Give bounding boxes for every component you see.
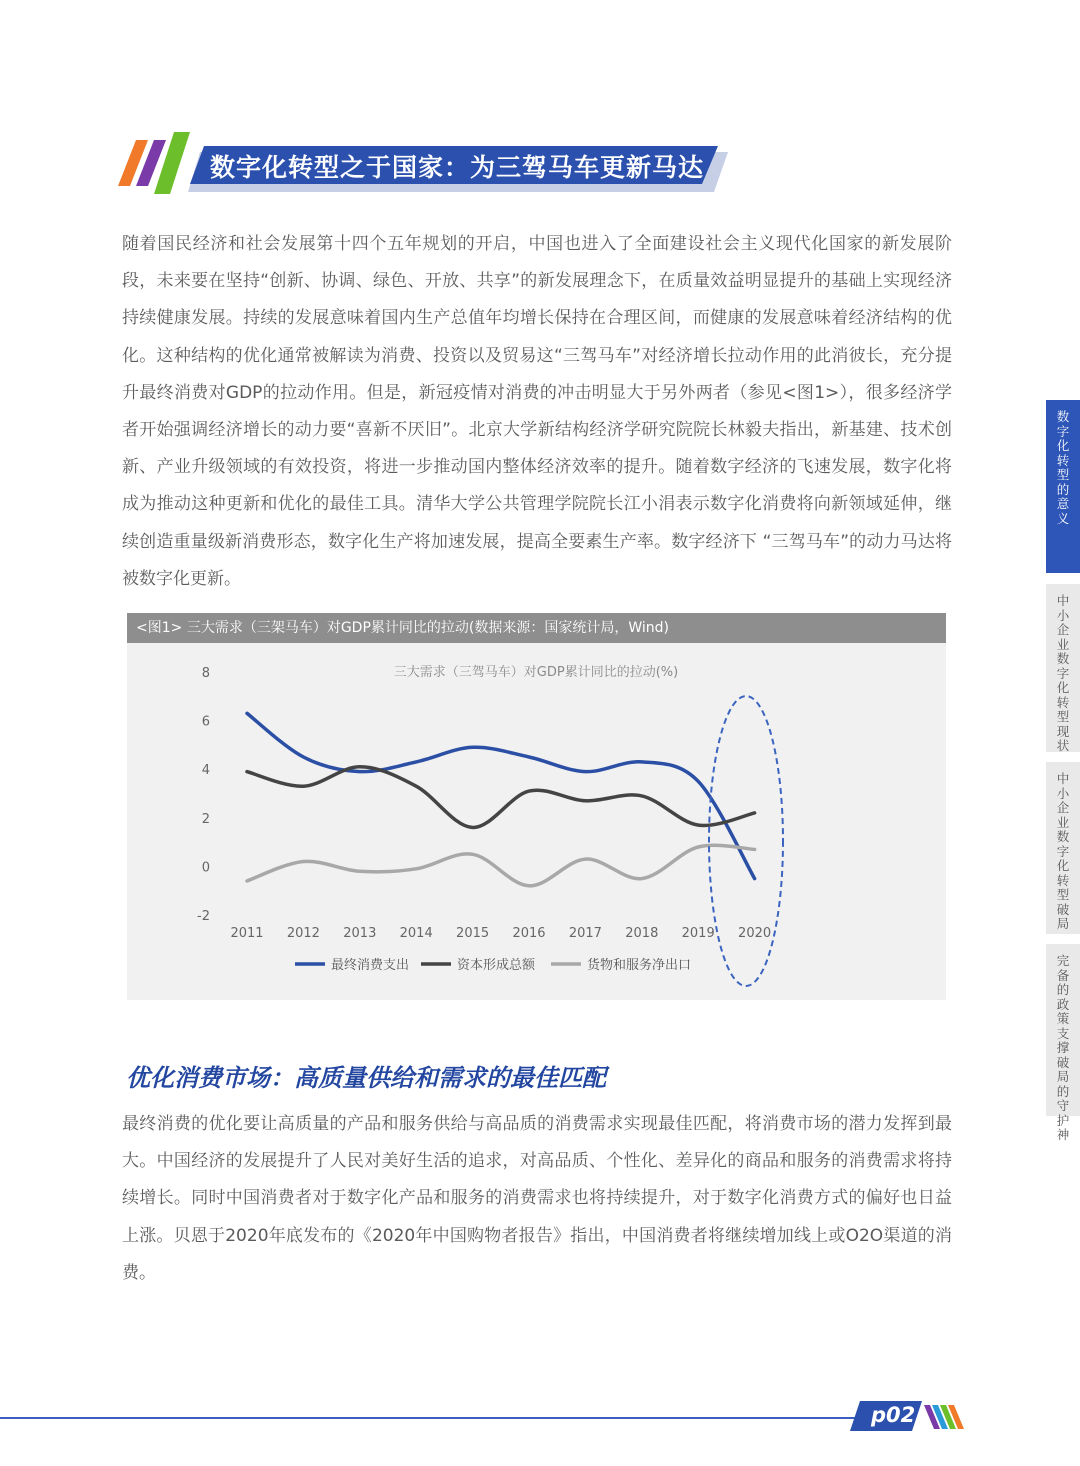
footer-line <box>0 1417 870 1419</box>
side-tab-label: 完备的政策支撑 破局的守护神 <box>1056 953 1070 1142</box>
figure-1 <box>127 613 946 1000</box>
y-tick-label: 0 <box>201 860 210 876</box>
x-tick-label: 2019 <box>681 926 715 941</box>
x-tick-label: 2015 <box>456 926 490 941</box>
side-tab-label: 数字化转型的意义 <box>1056 409 1070 526</box>
x-tick-label: 2011 <box>230 926 264 941</box>
figure-caption: <图1> 三大需求（三架马车）对GDP累计同比的拉动(数据来源：国家统计局，Wind) <box>127 613 946 643</box>
y-tick-label: 8 <box>201 666 210 681</box>
section-heading: 优化消费市场：高质量供给和需求的最佳匹配 <box>126 1064 606 1092</box>
highlight-ellipse <box>709 696 783 986</box>
page-number: p02 <box>871 1403 916 1427</box>
x-tick-label: 2020 <box>738 926 772 941</box>
chart-title: 三大需求（三驾马车）对GDP累计同比的拉动(%) <box>393 665 679 680</box>
side-tab-sme-breakthrough[interactable] <box>1046 762 1080 934</box>
side-tab-label: 中小企业数字化转型破局 <box>1056 771 1070 931</box>
legend-label: 最终消费支出 <box>331 958 410 973</box>
consumer-paragraph: 最终消费的优化要让高质量的产品和服务供给与高品质的消费需求实现最佳匹配，将消费市场的潜力发挥到最大。中国经济的发展提升了人民对美好生活的追求，对高品质、个性化、差异化的商品和服务的消费需求将持续增长。同时中国消费者对于数字化产品和服务的消费需求也将持续提升，对于数字化消费方式的偏好也日益上涨。贝恩于2020年底发布的《2020年中国购物者报告》指出，中国消费者将继续增加线上或O2O渠道的消费。 <box>122 1114 952 1283</box>
series-line-1 <box>247 713 755 878</box>
y-tick-label: 4 <box>201 763 210 779</box>
intro-paragraph: 随着国民经济和社会发展第十四个五年规划的开启，中国也进入了全面建设社会主义现代化国家的新发展阶段，未来要在坚持“创新、协调、绿色、开放、共享”的新发展理念下，在质量效益明显提升的基础上实现经济持续健康发展。持续的发展意味着国内生产总值年均增长保持在合理区间，而健康的发展意味着经济结构的优化。这种结构的优化通常被解读为消费、投资以及贸易这“三驾马车”对经济增长拉动作用的此消彼长，充分提升最终消费对GDP的拉动作用。但是，新冠疫情对消费的冲击明显大于另外两者（参见<图1>），很多经济学者开始强调经济增长的动力要“喜新不厌旧”。北京大学新结构经济学研究院院长林毅夫指出，新基建、技术创新、产业升级领域的有效投资，将进一步推动国内整体经济效率的提升。随着数字经济的飞速发展，数字化将成为推动这种更新和优化的最佳工具。清华大学公共管理学院院长江小涓表示数字化消费将向新领域延伸，继续创造重量级新消费形态，数字化生产将加速发展，提高全要素生产率。数字经济下 “三驾马车”的动力马达将被数字化更新。 <box>122 234 952 589</box>
page-title: 数字化转型之于国家：为三驾马车更新马达 <box>210 153 705 182</box>
legend-label: 资本形成总额 <box>457 958 536 973</box>
x-tick-label: 2017 <box>568 926 602 941</box>
y-tick-label: -2 <box>197 909 210 924</box>
side-tab-policy-support[interactable] <box>1046 944 1080 1142</box>
x-tick-label: 2013 <box>343 926 377 941</box>
series-line-3 <box>247 845 755 886</box>
y-tick-label: 6 <box>201 714 210 730</box>
x-tick-label: 2012 <box>286 926 320 941</box>
side-tab-sme-status[interactable] <box>1046 584 1080 752</box>
side-tab-label: 中小企业数字化转型现状 <box>1056 593 1070 753</box>
line-chart <box>127 643 946 1000</box>
series-line-2 <box>247 767 755 828</box>
x-tick-label: 2018 <box>625 926 659 941</box>
x-tick-label: 2016 <box>512 926 546 941</box>
side-tab-significance[interactable] <box>1046 400 1080 573</box>
y-tick-label: 2 <box>201 811 210 827</box>
x-tick-label: 2014 <box>399 926 433 941</box>
legend-label: 货物和服务净出口 <box>587 958 692 973</box>
